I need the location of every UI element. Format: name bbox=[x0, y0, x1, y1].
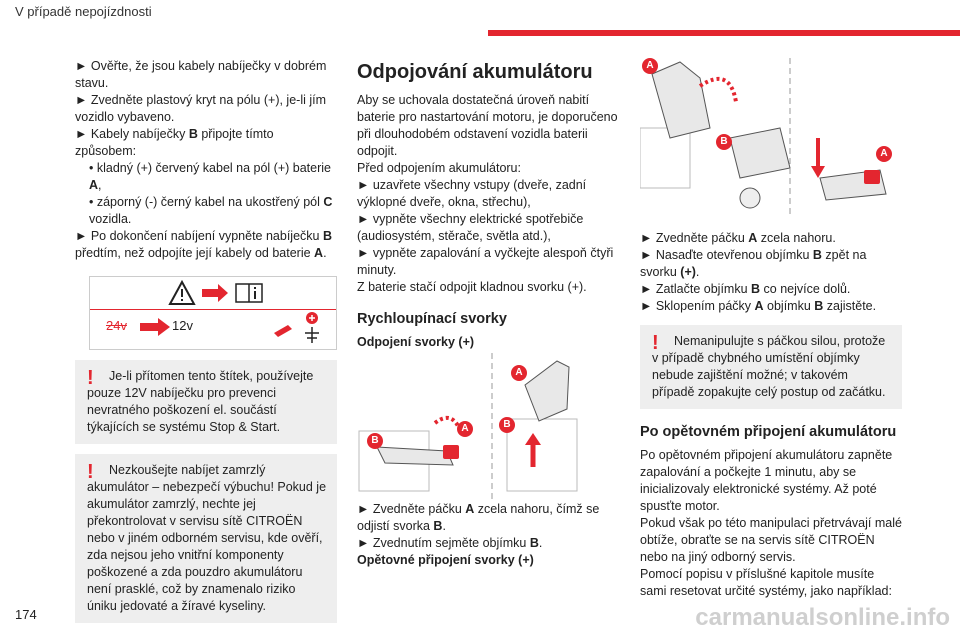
bullet-positive: • kladný (+) červený kabel na pól (+) baterie A, bbox=[89, 161, 331, 192]
label-a-badge: A bbox=[511, 365, 527, 381]
step-check-cables: ► Ověřte, že jsou kabely nabíječky v dobrém stavu. bbox=[75, 59, 327, 90]
disconnect-clamp-title: Odpojení svorky (+) bbox=[357, 335, 475, 349]
clamp-disconnect-illustration bbox=[357, 351, 619, 501]
section-title-after-reconnect: Po opětovném připojení akumulátoru bbox=[640, 424, 897, 440]
label-top-icons bbox=[90, 277, 336, 309]
column-1 bbox=[75, 58, 337, 633]
section-title-disconnect: Odpojování akumulátoru bbox=[357, 61, 593, 83]
manual-book-icon bbox=[236, 284, 262, 302]
intro-text: Aby se uchovala dostatečná úroveň nabití baterie pro nastartování motoru, je doporučeno při dlouhodobém odstavení vozidla baterii odpojit. bbox=[357, 93, 618, 158]
column-3 bbox=[640, 58, 902, 600]
label-a-badge: A bbox=[642, 58, 658, 74]
label-b-badge: B bbox=[499, 417, 515, 433]
step-connect-cables: ► Kabely nabíječky B připojte tímto způsobem: bbox=[75, 127, 274, 158]
step-switch-off: ► Po dokončení nabíjení vypněte nabíječku B předtím, než odpojíte její kabely od baterie A. bbox=[75, 229, 332, 260]
after-reconnect-p1: Po opětovném připojení akumulátoru zapněte zapalování a počkejte 1 minutu, aby se inicializovaly elektronické systémy. Až poté spusťte motor. bbox=[640, 448, 893, 513]
subtitle-quick-clamps: Rychloupínací svorky bbox=[357, 311, 507, 327]
warning-frozen-battery: ! Nezkoušejte nabíjet zamrzlý akumulátor – nebezpečí výbuchu! Pokud je akumulátor zamrzlý, nechte jej překontrolovat v servisu sítě CITROËN nebo v jiném odborném servisu, kde ověří, zda nejsou jeho vnitřní komponenty poškozené a zda pouzdro akumulátoru není prasklé, což by znamenalo riziko úniku jedovaté a žíravé kyseliny. bbox=[75, 454, 337, 623]
step-push-clamp: ► Zatlačte objímku B co nejvíce dolů. bbox=[640, 282, 851, 296]
label-b-badge: B bbox=[367, 433, 383, 449]
header-red-bar bbox=[488, 30, 960, 36]
label-b-badge: B bbox=[716, 134, 732, 150]
clamp-reconnect-illustration bbox=[640, 58, 902, 218]
step-remove-clamp: ► Zvednutím sejměte objímku B. bbox=[357, 536, 543, 550]
positive-terminal-note: Z baterie stačí odpojit kladnou svorku (+). bbox=[357, 280, 587, 294]
battery-clamp-icon bbox=[270, 311, 330, 345]
page-header-title: V případě nepojízdnosti bbox=[15, 4, 152, 19]
reconnect-clamp-title: Opětovné připojení svorky (+) bbox=[357, 553, 534, 567]
step-ignition-off: ► vypněte zapalování a vyčkejte alespoň čtyři minuty. bbox=[357, 246, 614, 277]
step-lift-lever: ► Zvedněte páčku A zcela nahoru, čímž se odjistí svorka B. bbox=[357, 502, 600, 533]
step-switch-off-consumers: ► vypněte všechny elektrické spotřebiče (audiosystém, stěrače, světla atd.), bbox=[357, 212, 584, 243]
step-lift-cover: ► Zvedněte plastový kryt na pólu (+), je-li jím vozidlo vybaveno. bbox=[75, 93, 327, 124]
label-24v: 24v bbox=[106, 318, 127, 333]
figure-clamp-reconnect bbox=[640, 58, 902, 218]
step-lock-clamp: ► Sklopením páčky A objímku B zajistěte. bbox=[640, 299, 877, 313]
warning-exclamation-icon: ! bbox=[87, 367, 94, 389]
bullet-negative: • záporný (-) černý kabel na ukostřený pól C vozidla. bbox=[89, 195, 333, 226]
label-top-row bbox=[90, 277, 336, 310]
charger-label-image bbox=[89, 276, 337, 350]
step-refit-clamp: ► Nasaďte otevřenou objímku B zpět na svorku (+). bbox=[640, 248, 867, 279]
warning-triangle-icon bbox=[170, 282, 194, 304]
warning-12v-label: ! Je-li přítomen tento štítek, používejte pouze 12V nabíječku pro prevenci nevratného poškození el. součástí týkajících se systému Stop & Start. bbox=[75, 360, 337, 444]
step-lift-lever-full: ► Zvedněte páčku A zcela nahoru. bbox=[640, 231, 836, 245]
step-close-openings: ► uzavřete všechny vstupy (dveře, zadní výklopné dveře, okna, střechu), bbox=[357, 178, 587, 209]
figure-clamp-disconnect bbox=[357, 351, 619, 501]
after-reconnect-p2: Pokud však po této manipulaci přetrvávají malé obtíže, obraťte se na servis sítě CITROËN nebo na jiný odborný servis. bbox=[640, 516, 902, 564]
watermark-text: carmanualsonline.info bbox=[695, 604, 950, 631]
warning-lever-force: ! Nemanipulujte s páčkou silou, protože v případě chybného umístění objímky nebude zajištění možné; v takovém případě zopakujte celý postup od začátku. bbox=[640, 325, 902, 409]
label-a-badge: A bbox=[457, 421, 473, 437]
after-reconnect-p3: Pomocí popisu v příslušné kapitole musíte sami resetovat určité systémy, jako například: bbox=[640, 567, 892, 598]
warning-exclamation-icon: ! bbox=[87, 461, 94, 483]
label-12v: 12v bbox=[172, 318, 193, 333]
red-arrow-icon bbox=[202, 284, 228, 302]
page-number: 174 bbox=[15, 607, 37, 622]
column-2 bbox=[357, 58, 619, 569]
warning-exclamation-icon: ! bbox=[652, 332, 659, 354]
label-a-badge: A bbox=[876, 146, 892, 162]
before-disconnect-text: Před odpojením akumulátoru: bbox=[357, 161, 521, 175]
